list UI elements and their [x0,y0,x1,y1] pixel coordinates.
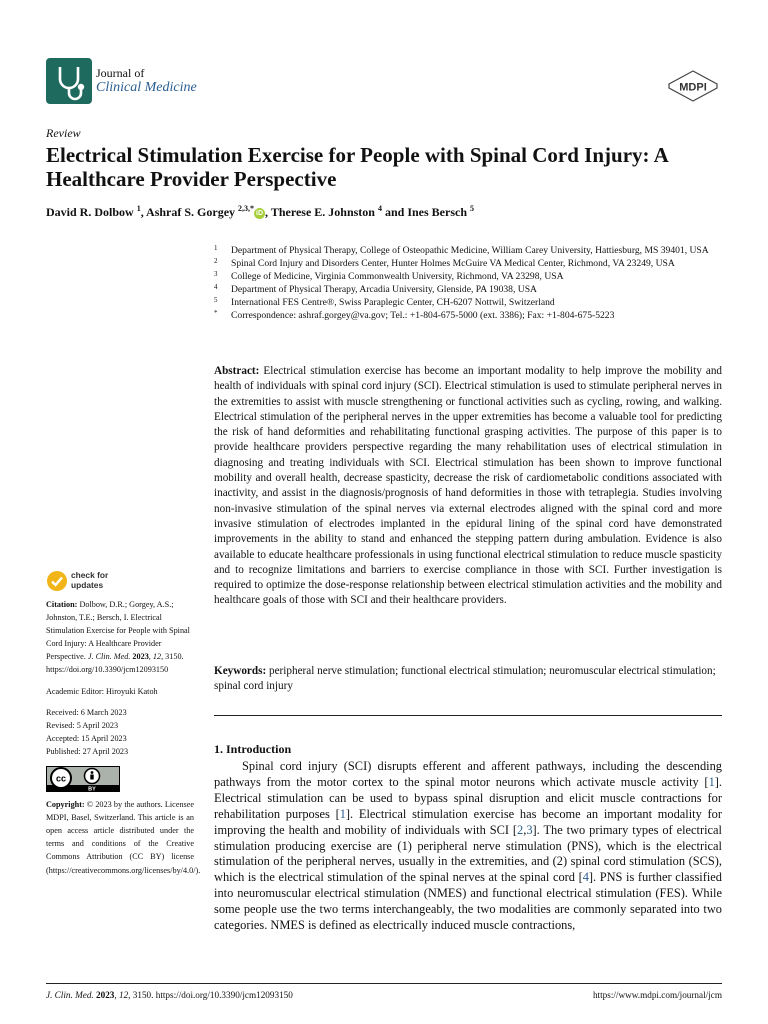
journal-label: Journal of [96,66,145,80]
affiliation-text: Department of Physical Therapy, College of Osteopathic Medicine, William Carey University, Hattiesburg, MS 39401, USA [231,245,709,256]
journal-name: Clinical Medicine [96,80,197,95]
cc-logo-text: cc [55,773,67,784]
affiliation-item [214,257,724,270]
article-title: Electrical Stimulation Exercise for People with Spinal Cord Injury: A Healthcare Provider Perspective [46,143,668,191]
affiliation-mark: 4 [214,283,218,291]
copyright-label: Copyright: [46,800,85,810]
introduction-text: ]. Electrical stimulation can be used to bypass spinal disruption and elicit muscle contractions for rehabilitation purposes [ [214,774,722,821]
affiliation-text: Spinal Cord Injury and Disorders Center, Hunter Holmes McGuire VA Medical Center, Richmond, VA 23249, USA [231,258,675,269]
introduction-text: , [523,822,527,837]
correspondence-item [214,309,724,322]
introduction-paragraph [214,759,722,934]
keywords [214,664,722,695]
introduction-text: ]. The two primary types of electrical stimulation producing exercise are (1) peripheral nerve stimulation (PNS), which is the electrical stimulation of the peripheral nerves, usually in the extremities, and (2) spinal cord stimulation (SCS), which is the electrical stimulation of the spinal nerves at the spinal cord [ [214,822,722,885]
academic-editor: Academic Editor: Hiroyuki Katoh [46,686,158,696]
abstract [214,364,722,609]
check-updates-line2: updates [71,579,104,590]
cc-by-license-icon[interactable] [46,766,120,792]
author-separator: , [265,205,271,219]
section-divider [214,715,722,716]
introduction-text: ]. Electrical stimulation exercise has become an important modality for improving the health and mobility of individuals with SCI [ [214,806,722,837]
affiliation-mark: 2 [214,257,218,265]
check-updates-line1: check for [71,570,109,580]
author-separator: and [381,205,408,219]
dates-block [46,706,194,758]
citation-ref-link[interactable]: 2 [517,822,524,837]
orcid-icon[interactable]: iD [256,210,264,217]
abstract-label: Abstract: [214,365,260,377]
check-updates-label [71,571,108,590]
abstract-text: Electrical stimulation exercise has become an important modality to help improve the mobility and health of individuals with spinal cord injury (SCI). Electrical stimulation is used to stimulate peripheral nerves in the extremities to assist with muscle strengthening or functional activities such as cycling, rowing, and walking. Electrical stimulation of the peripheral nerves in the upper extremities has become a valuable tool for predicting the risk of hand deformities and rehabilitating functional grasping activities. The purpose of this paper is to provide healthcare providers perspective regarding the many rehabilitation uses of electrical stimulation in diagnosing and treating individuals with SCI. Electrical stimulation has been shown to improve functional mobility and overall health, decrease spasticity, decrease the risk of cardiometabolic conditions associated with inactivity, and assist in the diagnosis/prognosis of hand deformities in those with tetraplegia. Studies involving non-invasive stimulation of the spinal nerves via external electrodes aligned with the spinal cord and more invasive stimulation of electrodes implanted in the epidural lining of the spinal cord have demonstrated improvements in the ability to stand and enhanced the stepping pattern during ambulation. Evidence is also available to educate healthcare professionals in using functional electrical stimulation to reduce muscle spasticity and to recognize limitations and barriers to exercise compliance in those with SCI. Further investigation is required to optimize the dose-response relationship between electrical stimulation activities and the mobility and healthcare goals of those with SCI and their healthcare providers. [214,365,723,607]
correspondence-text[interactable]: Correspondence: ashraf.gorgey@va.gov; Tel.: +1-804-675-5000 (ext. 3386); Fax: +1-804-675-5223 [231,310,615,321]
footer-doi[interactable]: , 3150. https://doi.org/10.3390/jcm12093150 [128,990,293,1000]
author-affiliation-mark[interactable]: 2,3,* [238,204,255,213]
author-separator: , [140,205,147,219]
introduction-text: Spinal cord injury (SCI) disrupts efferent and afferent pathways, including the descending pathways from the motor cortex to the spinal motor neurons which activate muscle activity [ [214,759,722,789]
footer-journal: J. Clin. Med. [46,990,94,1000]
author-name[interactable]: David R. Dolbow [46,205,134,219]
citation-ref-link[interactable]: 1 [708,774,715,789]
date-received: Received: 6 March 2023 [46,707,127,717]
check-updates-icon [46,570,68,592]
date-published: Published: 27 April 2023 [46,746,129,756]
journal-logo [46,58,92,104]
affiliation-item [214,244,724,257]
citation-year: 2023 [132,652,149,662]
citation-ref-link[interactable]: 3 [526,822,533,837]
article-sidebar [46,598,201,885]
affiliation-item [214,270,724,283]
affiliations [214,244,724,322]
citation-block: Citation: Dolbow, D.R.; Gorgey, A.S.; Johnston, T.E.; Bersch, I. Electrical Stimulation Exercise for People with Spinal Cord Injury: A Healthcare Provider Perspective. J. Clin. Med. 2023, 12, 3150. https://doi.org/10.3390/jcm12093150 [46,600,190,675]
affiliation-text: Department of Physical Therapy, Arcadia University, Glenside, PA 19038, USA [231,284,537,295]
affiliation-item [214,296,724,309]
author-name[interactable]: Therese E. Johnston [270,205,375,219]
date-revised: Revised: 5 April 2023 [46,720,119,730]
cc-by-text: BY [88,786,96,793]
introduction-text: ]. PNS is further classified into neuromuscular electrical stimulation (NMES) and functional electrical stimulation (FES). While some people use the two terms interchangeably, the two modalities are commonly separated into two categories. NMES is defined as electrically induced muscle contractions, [214,870,722,933]
affiliation-text: International FES Centre®, Swiss Paraplegic Center, CH-6207 Nottwil, Switzerland [231,297,555,308]
author-affiliation-mark[interactable]: 1 [136,204,141,213]
affiliation-mark: 5 [214,296,218,304]
footer-year: 2023 [96,990,115,1000]
footer-divider [46,983,722,984]
footer-journal-url[interactable]: https://www.mdpi.com/journal/jcm [592,990,722,1000]
citation-volume: 12 [152,652,162,662]
author-affiliation-mark[interactable]: 5 [470,204,474,213]
affiliation-text: College of Medicine, Virginia Commonwealth University, Richmond, VA 23298, USA [231,271,564,282]
affiliation-mark: 1 [214,244,218,252]
check-for-updates-badge[interactable] [46,570,156,594]
citation-ref-link[interactable]: 4 [582,870,589,885]
citation-text: Dolbow, D.R.; Gorgey, A.S.; Johnston, T.E.; Bersch, I. Electrical Stimulation Exercise for People with Spinal Cord Injury: A Healthcare Provider Perspective. [46,600,190,662]
mdpi-logo[interactable] [666,70,720,102]
author-list [46,204,726,220]
footer-citation: J. Clin. Med. 2023, 12, 3150. https://doi.org/10.3390/jcm12093150 [46,990,293,1000]
citation-journal: J. Clin. Med. [87,652,131,662]
citation-doi[interactable]: , 3150. https://doi.org/10.3390/jcm12093150 [46,652,184,675]
affiliation-mark: 3 [214,270,218,278]
keywords-label: Keywords: [214,665,267,677]
affiliation-item [214,283,724,296]
article-type: Review [46,126,81,140]
author-name[interactable]: Ines Bersch [407,205,467,219]
affiliation-mark: * [214,309,218,317]
citation-label: Citation: [46,600,78,609]
copyright-text: © 2023 by the authors. Licensee MDPI, Basel, Switzerland. This article is an open access article distributed under the terms and conditions of the Creative Commons Attribution (CC BY) license (https://creativecommons.org/licenses/by/4.0/). [46,800,201,875]
citation-ref-link[interactable]: 1 [339,806,346,821]
date-accepted: Accepted: 15 April 2023 [46,733,127,743]
author-affiliation-mark[interactable]: 4 [377,204,382,213]
copyright-block [46,798,201,877]
keywords-text: peripheral nerve stimulation; functional electrical stimulation; neuromuscular electrical stimulation; spinal cord injury [214,665,716,693]
mdpi-logo-text: MDPI [679,81,707,94]
footer-volume: 12 [118,990,129,1000]
section-heading: 1. Introduction [214,742,292,756]
author-name[interactable]: Ashraf S. Gorgey [146,205,236,219]
